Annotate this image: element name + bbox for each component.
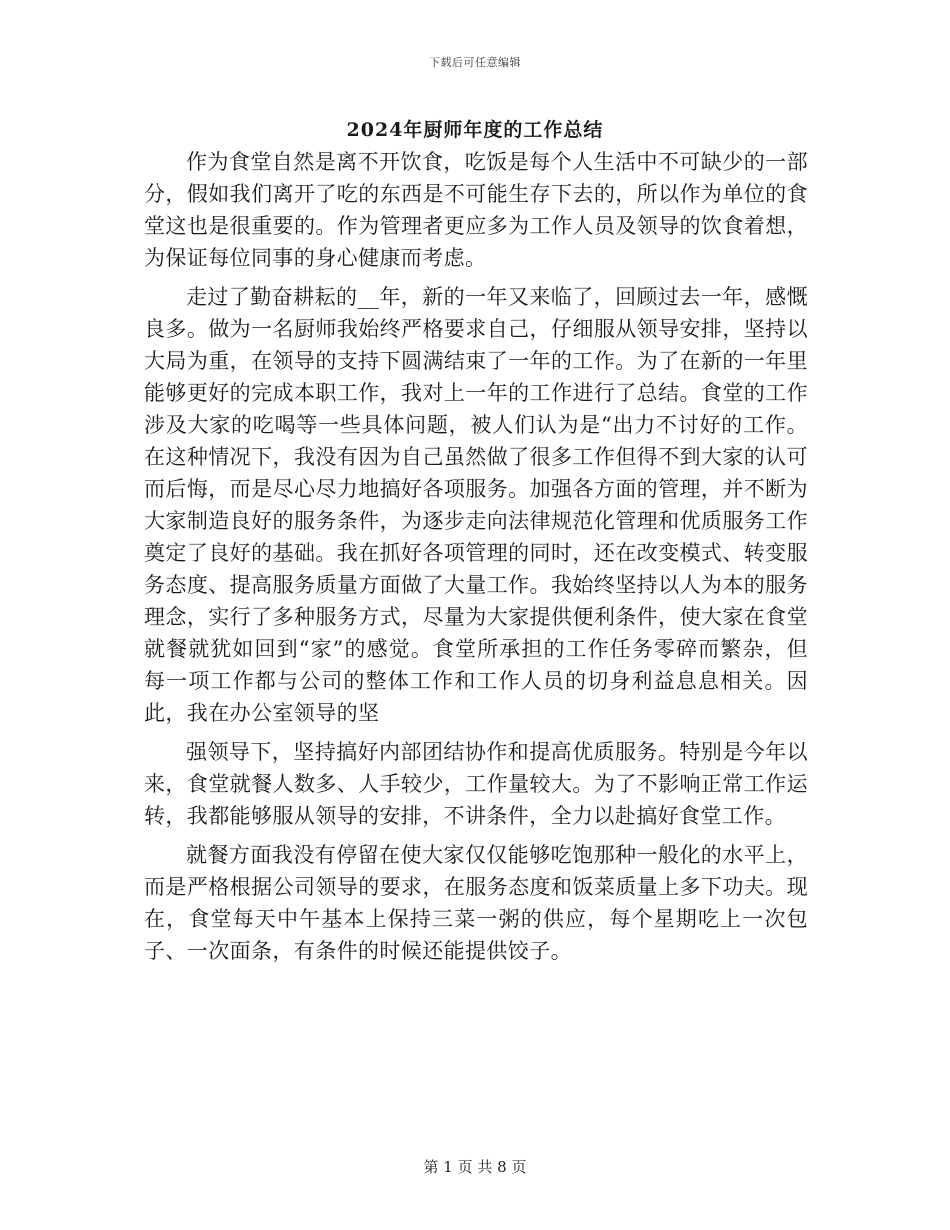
paragraph-1: 作为食堂自然是离不开饮食，吃饭是每个人生活中不可缺少的一部分，假如我们离开了吃的东西是不可能生存下去的，所以作为单位的食堂这也是很重要的。作为管理者更应多为工作人员及领导的饮食着想，为保证每位同事的身心健康而考虑。 — [144, 150, 808, 270]
document-body — [144, 146, 808, 967]
paragraph-2: 走过了勤奋耕耘的__年，新的一年又来临了，回顾过去一年，感慨良多。做为一名厨师我始终严格要求自己，仔细服从领导安排，坚持以大局为重，在领导的支持下圆满结束了一年的工作。为了在新的一年里能够更好的完成本职工作，我对上一年的工作进行了总结。食堂的工作涉及大家的吃喝等一些具体问题，被人们认为是“出力不讨好的工作。在这种情况下，我没有因为自己虽然做了很多工作但得不到大家的认可而后悔，而是尽心尽力地搞好各项服务。加强各方面的管理，并不断为大家制造良好的服务条件，为逐步走向法律规范化管理和优质服务工作奠定了良好的基础。我在抓好各项管理的同时，还在改变模式、转变服务态度、提高服务质量方面做了大量工作。我始终坚持以人为本的服务理念，实行了多种服务方式，尽量为大家提供便利条件，使大家在食堂就餐就犹如回到“家”的感觉。食堂所承担的工作任务零碎而繁杂，但每一项工作都与公司的整体工作和工作人员的切身利益息息相关。因此，我在办公室领导的坚 — [144, 285, 808, 725]
document-title: 2024年厨师年度的工作总结 — [346, 119, 604, 141]
page-number: 第 1 页 共 8 页 — [423, 1158, 527, 1176]
header-note: 下载后可任意编辑 — [429, 56, 521, 69]
paragraph-4: 就餐方面我没有停留在使大家仅仅能够吃饱那种一般化的水平上，而是严格根据公司领导的要求，在服务态度和饭菜质量上多下功夫。现在，食堂每天中午基本上保持三菜一粥的供应，每个星期吃上一次包子、一次面条，有条件的时候还能提供饺子。 — [144, 843, 808, 963]
paragraph-3: 强领导下，坚持搞好内部团结协作和提高优质服务。特别是今年以来，食堂就餐人数多、人手较少，工作量较大。为了不影响正常工作运转，我都能够服从领导的安排，不讲条件，全力以赴搞好食堂工作。 — [144, 740, 808, 828]
